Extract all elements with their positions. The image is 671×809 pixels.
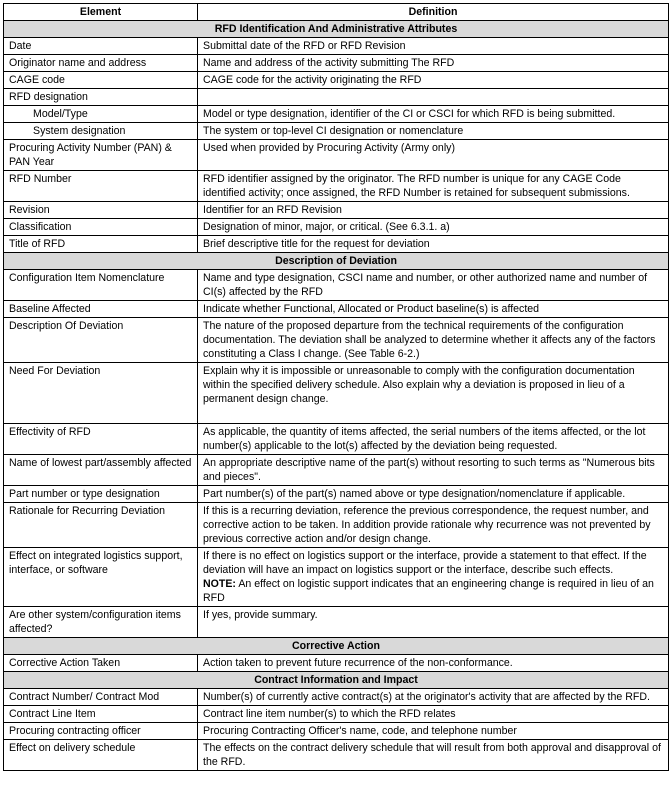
element-cell: Rationale for Recurring Deviation <box>4 503 198 548</box>
column-header-element: Element <box>4 4 198 21</box>
table-row <box>4 123 669 140</box>
element-cell: Effect on integrated logistics support, interface, or software <box>4 548 198 607</box>
table-row <box>4 140 669 171</box>
table-row <box>4 55 669 72</box>
definition-cell: Used when provided by Procuring Activity (Army only) <box>198 140 669 171</box>
definition-cell: Contract line item number(s) to which the RFD relates <box>198 706 669 723</box>
definition-cell: Indicate whether Functional, Allocated or Product baseline(s) is affected <box>198 301 669 318</box>
definition-cell: RFD identifier assigned by the originator. The RFD number is unique for any CAGE Code identified activity; once assigned, the RFD Number is retained for subsequent submissions. <box>198 171 669 202</box>
definition-cell: If this is a recurring deviation, reference the previous correspondence, the request number, and corrective action to be taken. In addition provide rationale why recurrence was not prevented by previous corrective action and/or design change. <box>198 503 669 548</box>
table-row <box>4 723 669 740</box>
definition-cell: The system or top-level CI designation or nomenclature <box>198 123 669 140</box>
element-cell: Are other system/configuration items affected? <box>4 607 198 638</box>
definition-cell: Number(s) of currently active contract(s) at the originator's activity that are affected by the RFD. <box>198 689 669 706</box>
element-cell: RFD Number <box>4 171 198 202</box>
element-cell: Revision <box>4 202 198 219</box>
table-row <box>4 171 669 202</box>
note-text: An effect on logistic support indicates that an engineering change is required in lieu of an RFD <box>203 578 654 604</box>
note-label: NOTE: <box>203 578 236 590</box>
element-cell: Name of lowest part/assembly affected <box>4 455 198 486</box>
table-row <box>4 455 669 486</box>
definition-cell: CAGE code for the activity originating the RFD <box>198 72 669 89</box>
definition-cell: Procuring Contracting Officer's name, code, and telephone number <box>198 723 669 740</box>
definition-cell <box>198 89 669 106</box>
element-cell: Contract Number/ Contract Mod <box>4 689 198 706</box>
definition-cell <box>198 548 669 607</box>
element-cell: Description Of Deviation <box>4 318 198 363</box>
definition-cell: The effects on the contract delivery schedule that will result from both approval and disapproval of the RFD. <box>198 740 669 771</box>
table-row <box>4 38 669 55</box>
definition-cell: As applicable, the quantity of items affected, the serial numbers of the items affected, or the lot number(s) applicable to the lot(s) affected by the deviation being requested. <box>198 424 669 455</box>
definition-cell: Action taken to prevent future recurrence of the non-conformance. <box>198 655 669 672</box>
table-row <box>4 270 669 301</box>
element-cell: Date <box>4 38 198 55</box>
element-cell: Procuring Activity Number (PAN) & PAN Year <box>4 140 198 171</box>
element-cell: Baseline Affected <box>4 301 198 318</box>
element-cell: Classification <box>4 219 198 236</box>
definition-cell: Brief descriptive title for the request for deviation <box>198 236 669 253</box>
definition-cell: Designation of minor, major, or critical. (See 6.3.1. a) <box>198 219 669 236</box>
section-header-description <box>4 253 669 270</box>
table-row <box>4 301 669 318</box>
section-header-corrective-action <box>4 638 669 655</box>
definition-cell: Explain why it is impossible or unreasonable to comply with the configuration documentation within the specified delivery schedule. Also explain why a deviation is proposed in lieu of a permanent design change. <box>198 363 669 424</box>
element-cell: RFD designation <box>4 89 198 106</box>
table-row <box>4 607 669 638</box>
table-row <box>4 318 669 363</box>
definition-cell: Model or type designation, identifier of the CI or CSCI for which RFD is being submitted. <box>198 106 669 123</box>
element-cell: Configuration Item Nomenclature <box>4 270 198 301</box>
rfd-definition-table-container <box>3 3 668 771</box>
section-title: RFD Identification And Administrative Attributes <box>4 21 669 38</box>
element-cell-indented: Model/Type <box>4 106 198 123</box>
table-row <box>4 89 669 106</box>
element-cell: Part number or type designation <box>4 486 198 503</box>
table-header-row <box>4 4 669 21</box>
table-row <box>4 548 669 607</box>
definition-cell: The nature of the proposed departure from the technical requirements of the configuration documentation. The deviation shall be analyzed to determine whether it affects any of the factors constituting a Class I change. (See Table 6-2.) <box>198 318 669 363</box>
table-row <box>4 655 669 672</box>
element-cell: Corrective Action Taken <box>4 655 198 672</box>
definition-text: If there is no effect on logistics support or the interface, provide a statement to that effect. If the deviation will have an impact on logistics support or the interface, describe such effects. <box>203 550 647 576</box>
table-row <box>4 486 669 503</box>
table-row <box>4 503 669 548</box>
table-row <box>4 740 669 771</box>
element-cell: Effectivity of RFD <box>4 424 198 455</box>
table-row <box>4 424 669 455</box>
element-cell: CAGE code <box>4 72 198 89</box>
rfd-definition-table <box>3 3 669 771</box>
definition-cell: Submittal date of the RFD or RFD Revision <box>198 38 669 55</box>
element-cell: Procuring contracting officer <box>4 723 198 740</box>
section-header-contract <box>4 672 669 689</box>
table-row <box>4 689 669 706</box>
section-title: Corrective Action <box>4 638 669 655</box>
element-cell: Effect on delivery schedule <box>4 740 198 771</box>
table-row <box>4 72 669 89</box>
table-row <box>4 363 669 424</box>
section-header-identification <box>4 21 669 38</box>
definition-cell: Identifier for an RFD Revision <box>198 202 669 219</box>
element-cell: Originator name and address <box>4 55 198 72</box>
definition-cell: If yes, provide summary. <box>198 607 669 638</box>
section-title: Description of Deviation <box>4 253 669 270</box>
definition-cell: An appropriate descriptive name of the part(s) without resorting to such terms as "Numerous bits and pieces". <box>198 455 669 486</box>
definition-cell: Part number(s) of the part(s) named above or type designation/nomenclature if applicable. <box>198 486 669 503</box>
table-row <box>4 236 669 253</box>
definition-cell: Name and address of the activity submitting The RFD <box>198 55 669 72</box>
element-cell-indented: System designation <box>4 123 198 140</box>
table-row <box>4 219 669 236</box>
table-row <box>4 706 669 723</box>
definition-cell: Name and type designation, CSCI name and number, or other authorized name and number of CI(s) affected by the RFD <box>198 270 669 301</box>
element-cell: Contract Line Item <box>4 706 198 723</box>
column-header-definition: Definition <box>198 4 669 21</box>
section-title: Contract Information and Impact <box>4 672 669 689</box>
element-cell: Title of RFD <box>4 236 198 253</box>
table-row <box>4 106 669 123</box>
table-row <box>4 202 669 219</box>
element-cell: Need For Deviation <box>4 363 198 424</box>
